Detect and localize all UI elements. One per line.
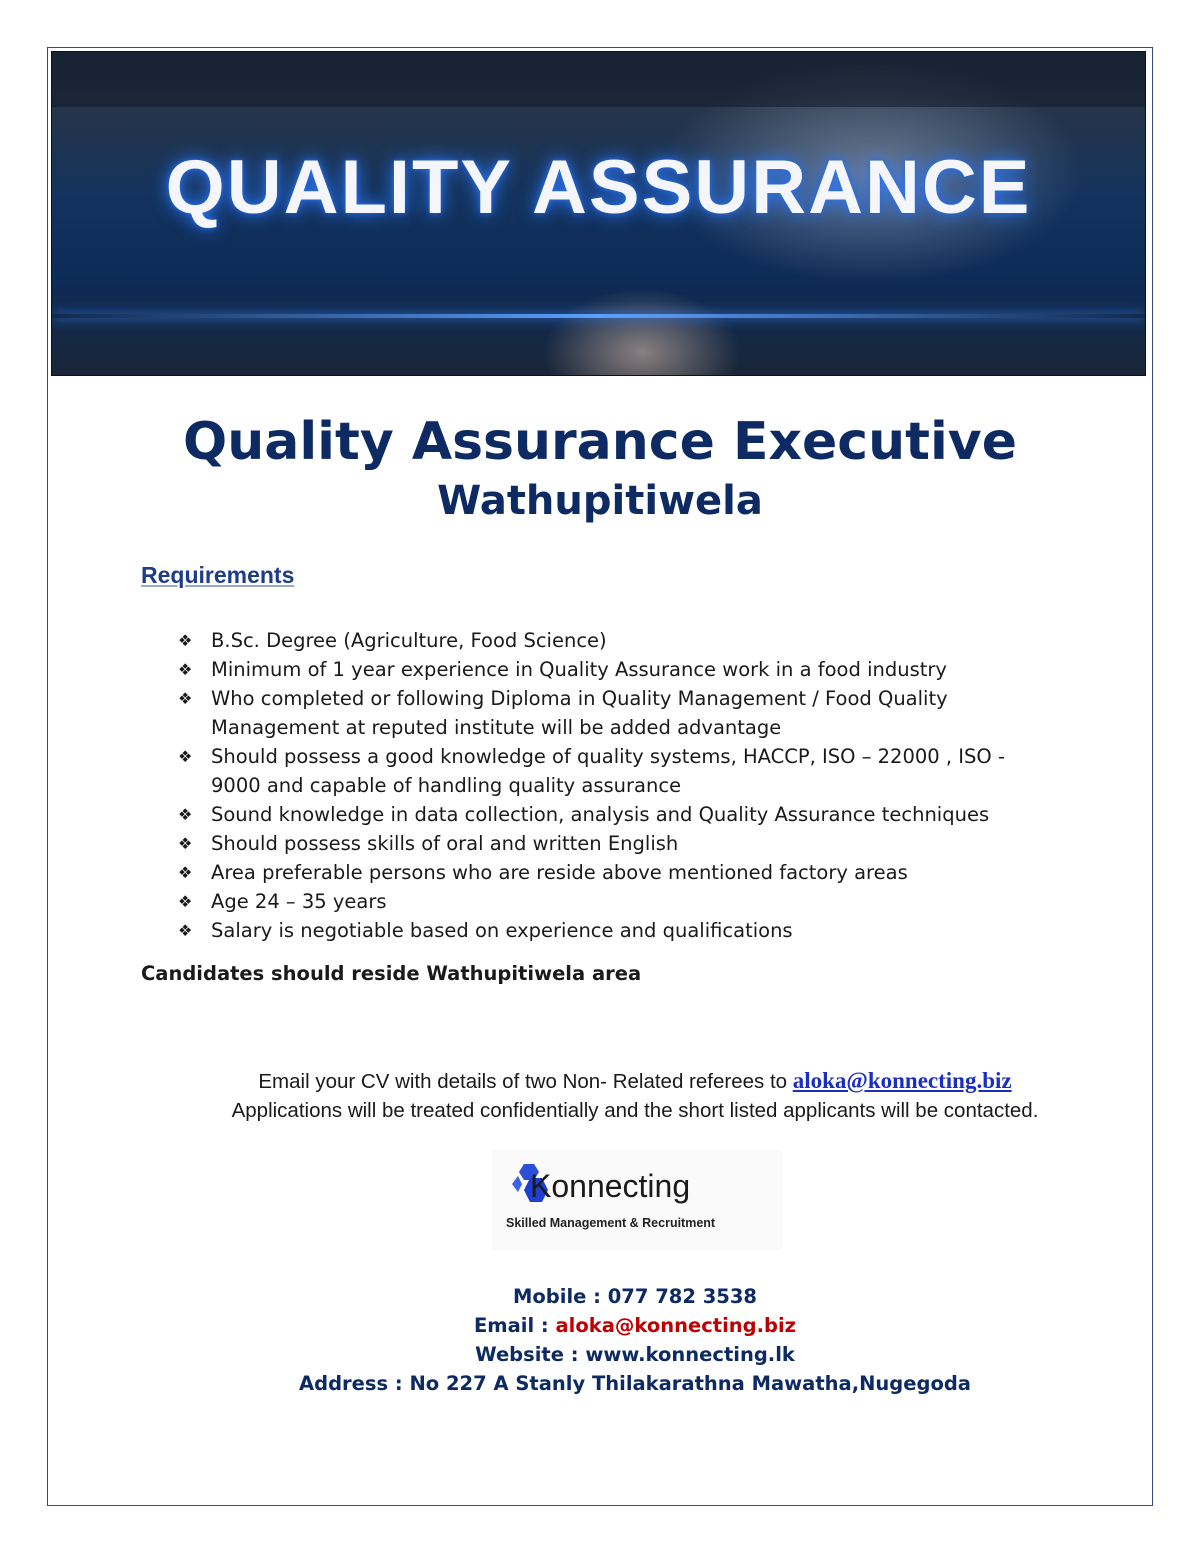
job-title: Quality Assurance Executive — [183, 412, 1017, 472]
list-item — [178, 742, 1058, 800]
website-value[interactable]: www.konnecting.lk — [585, 1343, 795, 1366]
list-item — [178, 887, 1058, 916]
apply-text: Email your CV with details of two Non- Related referees to — [258, 1070, 793, 1093]
bullet-icon: ❖ — [178, 660, 193, 679]
bullet-icon: ❖ — [178, 834, 193, 853]
banner-light-flare — [52, 314, 1145, 318]
website-label: Website : — [475, 1343, 586, 1366]
contact-website — [0, 1340, 1200, 1369]
list-item — [178, 684, 1058, 742]
list-item-text: Minimum of 1 year experience in Quality Assurance work in a food industry — [211, 658, 947, 681]
list-item-text: Should possess skills of oral and written English — [211, 832, 679, 855]
list-item-text: Sound knowledge in data collection, analysis and Quality Assurance techniques — [211, 803, 990, 826]
list-item — [178, 916, 1058, 945]
job-location: Wathupitiwela — [437, 478, 763, 524]
list-item — [178, 655, 1058, 684]
requirements-heading: Requirements — [141, 562, 295, 588]
logo-name: Konnecting — [530, 1168, 691, 1204]
list-item-text: B.Sc. Degree (Agriculture, Food Science) — [211, 629, 607, 652]
bullet-icon: ❖ — [178, 892, 193, 911]
contact-mobile — [0, 1282, 1200, 1311]
list-item-text: Who completed or following Diploma in Quality Management / Food Quality Management at reputed institute will be added advantage — [211, 687, 948, 739]
contact-address — [0, 1369, 1200, 1398]
contact-details — [0, 1282, 1200, 1398]
logo-tagline: Skilled Management & Recruitment — [506, 1216, 716, 1230]
list-item-text: Salary is negotiable based on experience and qualifications — [211, 919, 793, 942]
email-label: Email : — [473, 1314, 556, 1337]
bullet-icon: ❖ — [178, 747, 193, 766]
mobile-label: Mobile : — [513, 1285, 608, 1308]
contact-email — [0, 1311, 1200, 1340]
bullet-icon: ❖ — [178, 689, 193, 708]
list-item-text: Area preferable persons who are reside above mentioned factory areas — [211, 861, 908, 884]
konnecting-logo — [492, 1150, 782, 1250]
address-value: No 227 A Stanly Thilakarathna Mawatha,Nugegoda — [409, 1372, 971, 1395]
bullet-icon: ❖ — [178, 805, 193, 824]
list-item-text: Should possess a good knowledge of quality systems, HACCP, ISO – 22000 , ISO - 9000 and capable of handling quality assurance — [211, 745, 1005, 797]
list-item — [178, 858, 1058, 887]
list-item — [178, 626, 1058, 655]
requirements-list — [178, 626, 1058, 945]
address-label: Address : — [299, 1372, 410, 1395]
email-value[interactable]: aloka@konnecting.biz — [555, 1314, 797, 1337]
list-item — [178, 800, 1058, 829]
bullet-icon: ❖ — [178, 631, 193, 650]
confidentiality-text: Applications will be treated confidentially and the short listed applicants will be contacted. — [231, 1099, 1039, 1122]
banner-top-band — [52, 52, 1145, 107]
list-item — [178, 829, 1058, 858]
mobile-number: 077 782 3538 — [607, 1285, 757, 1308]
bullet-icon: ❖ — [178, 921, 193, 940]
banner-image — [51, 51, 1146, 376]
list-item-text: Age 24 – 35 years — [211, 890, 387, 913]
residence-note: Candidates should reside Wathupitiwela area — [141, 962, 642, 985]
bullet-icon: ❖ — [178, 863, 193, 882]
banner-text: QUALITY ASSURANCE — [165, 145, 1032, 230]
application-instructions — [220, 1066, 1050, 1125]
apply-email-link[interactable]: aloka@konnecting.biz — [792, 1068, 1012, 1093]
